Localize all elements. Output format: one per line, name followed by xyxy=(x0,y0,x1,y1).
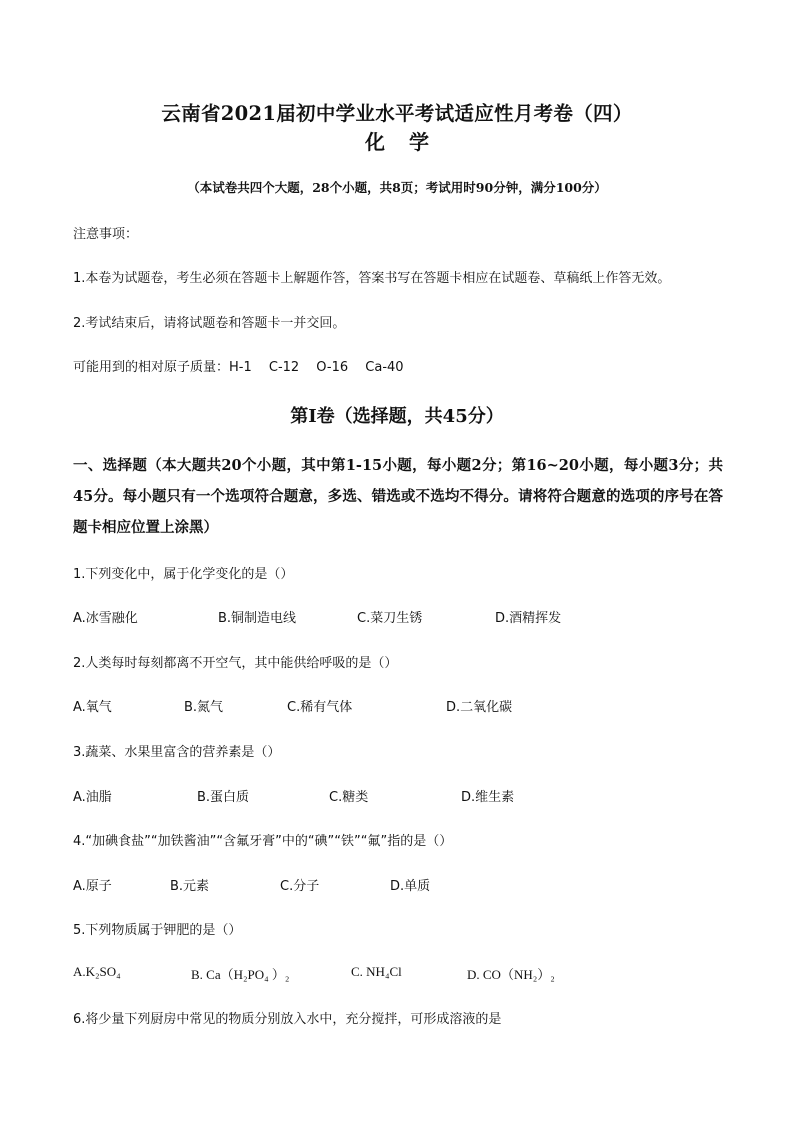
question-option: C.菜刀生锈 xyxy=(357,611,423,626)
question-option: A.原子 xyxy=(73,879,112,894)
subject-title: 化学 xyxy=(365,130,453,154)
question-option: B.氮气 xyxy=(184,700,224,715)
question-option: D.维生素 xyxy=(461,790,515,805)
atomic-mass-line: 可能用到的相对原子质量：H-1 C-12 O-16 Ca-40 xyxy=(73,360,404,375)
question-option: C.分子 xyxy=(280,879,320,894)
question-stem: 4.“加碘食盐”“加铁酱油”“含氟牙膏”中的“碘”“铁”“氟”指的是（） xyxy=(73,834,453,849)
question-option: B.蛋白质 xyxy=(197,790,250,805)
question-option: A.油脂 xyxy=(73,790,112,805)
question-option: D.单质 xyxy=(390,879,431,894)
question-option: C. NH₄Cl xyxy=(351,964,402,979)
question-stem: 3.蔬菜、水果里富含的营养素是（） xyxy=(73,745,281,760)
question-stem: 6.将少量下列厨房中常见的物质分别放入水中，充分搅拌，可形成溶液的是 xyxy=(73,1012,502,1027)
question-option: C.糖类 xyxy=(329,790,369,805)
question-option: A.氧气 xyxy=(73,700,112,715)
question-stem: 2.人类每时每刻都离不开空气，其中能供给呼吸的是（） xyxy=(73,656,398,671)
notes-heading: 注意事项： xyxy=(73,227,139,242)
note-item-2: 2.考试结束后，请将试题卷和答题卡一并交回。 xyxy=(73,316,346,331)
question-stem: 1.下列变化中，属于化学变化的是（） xyxy=(73,567,294,582)
exam-info: （本试卷共四个大题，28个小题，共8页；考试用时90分钟，满分100分） xyxy=(187,180,607,195)
exam-title: 云南省2021届初中学业水平考试适应性月考卷（四） xyxy=(161,102,633,125)
question-option: D.二氧化碳 xyxy=(446,700,513,715)
question-option: B.铜制造电线 xyxy=(218,611,297,626)
section-title: 第Ⅰ卷（选择题，共45分） xyxy=(290,406,504,427)
question-option: A.冰雪融化 xyxy=(73,611,138,626)
question-option: D.酒精挥发 xyxy=(495,611,562,626)
question-option: B. Ca（H₂PO₄ ）₂ xyxy=(191,967,290,982)
question-option: B.元素 xyxy=(170,879,210,894)
question-option: C.稀有气体 xyxy=(287,700,353,715)
question-option: A.K₂SO₄ xyxy=(73,964,121,979)
question-stem: 5.下列物质属于钾肥的是（） xyxy=(73,923,242,938)
section-instruction: 一、选择题（本大题共20个小题，其中第1-15小题，每小题2分；第16~20小题，每小题3分；共45分。每小题只有一个选项符合题意，多选、错选或不选均不得分。请将符合题意的选项的序号在答题卡相应位置上涂黑） xyxy=(73,457,723,536)
question-option: D. CO（NH₂）₂ xyxy=(467,967,555,982)
note-item-1: 1.本卷为试题卷，考生必须在答题卡上解题作答，答案书写在答题卡相应在试题卷、草稿纸上作答无效。 xyxy=(73,271,671,286)
